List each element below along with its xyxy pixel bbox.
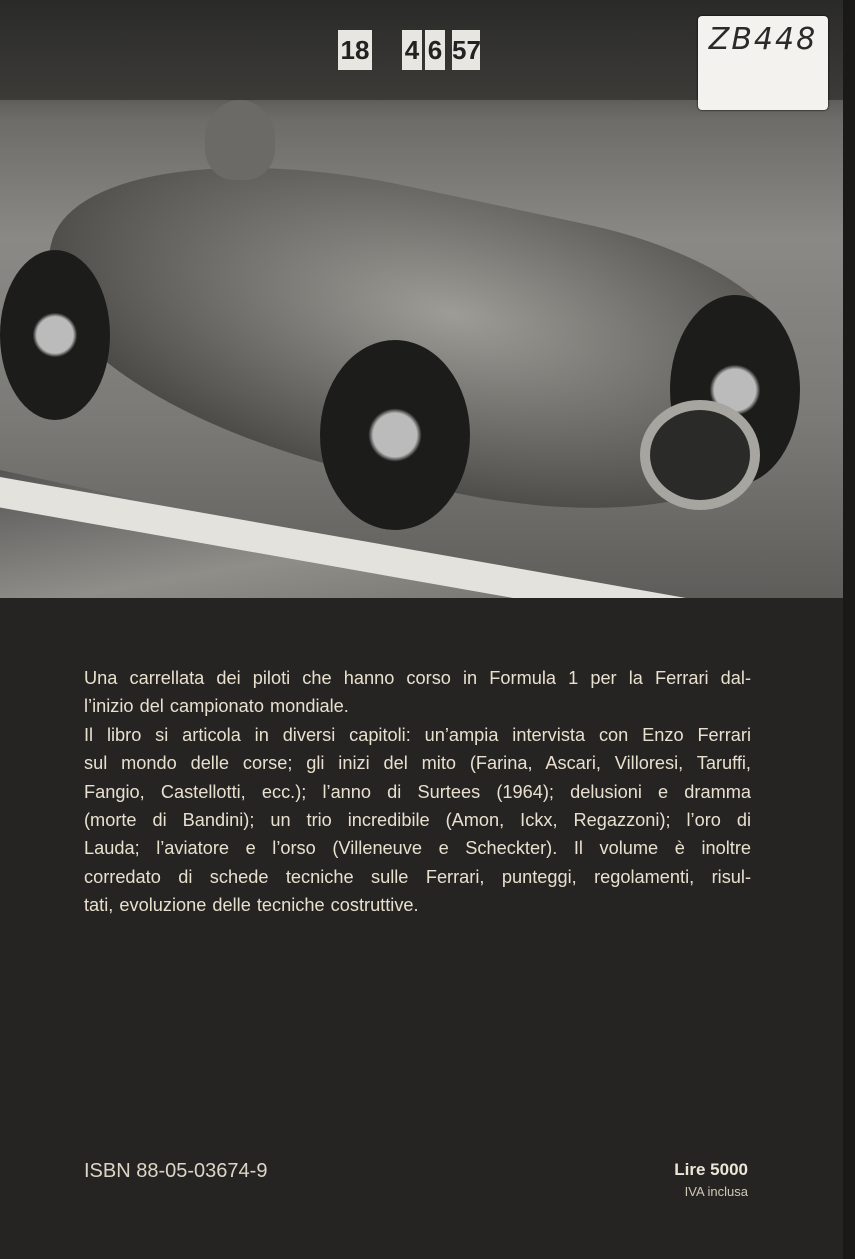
price: Lire 5000 [674, 1160, 748, 1179]
car-wheel [0, 250, 110, 420]
isbn: ISBN 88-05-03674-9 [84, 1160, 268, 1182]
cover-edge [843, 0, 855, 1259]
scoreboard-digit: 18 [338, 30, 372, 70]
blurb-line: tati, evoluzione delle tecniche costruttive. [84, 895, 419, 916]
blurb-line: Fangio, Castellotti, ecc.); l’anno di Surtees (1964); delusioni e dramma [84, 781, 751, 802]
blurb-line: l’inizio del campionato mondiale. [84, 696, 349, 717]
sticker-code: ZB448 [708, 22, 818, 57]
car-wheel [320, 340, 470, 530]
car-nose [640, 400, 760, 510]
vat-note: IVA inclusa [684, 1184, 748, 1199]
blurb-line: corredato di schede tecniche sulle Ferrari, punteggi, regolamenti, risul- [84, 866, 751, 887]
blurb-line: Lauda; l’aviatore e l’orso (Villeneuve e Scheckter). Il volume è inoltre [84, 838, 751, 859]
blurb-line: sul mondo delle corse; gli inizi del mito (Farina, Ascari, Villoresi, Taruffi, [84, 753, 751, 774]
blurb-line: Il libro si articola in diversi capitoli: un’ampia intervista con Enzo Ferrari [84, 724, 751, 745]
blurb-line: (morte di Bandini); un trio incredibile (Amon, Ickx, Regazzoni); l’oro di [84, 810, 751, 831]
driver [205, 100, 275, 180]
scoreboard-digit: 4 [402, 30, 422, 70]
blurb-text [84, 664, 751, 920]
library-sticker [698, 16, 828, 110]
scoreboard-digit: 6 [425, 30, 445, 70]
blurb-line: Una carrellata dei piloti che hanno corso in Formula 1 per la Ferrari dal- [84, 668, 751, 688]
scoreboard-digit: 57 [452, 30, 480, 70]
